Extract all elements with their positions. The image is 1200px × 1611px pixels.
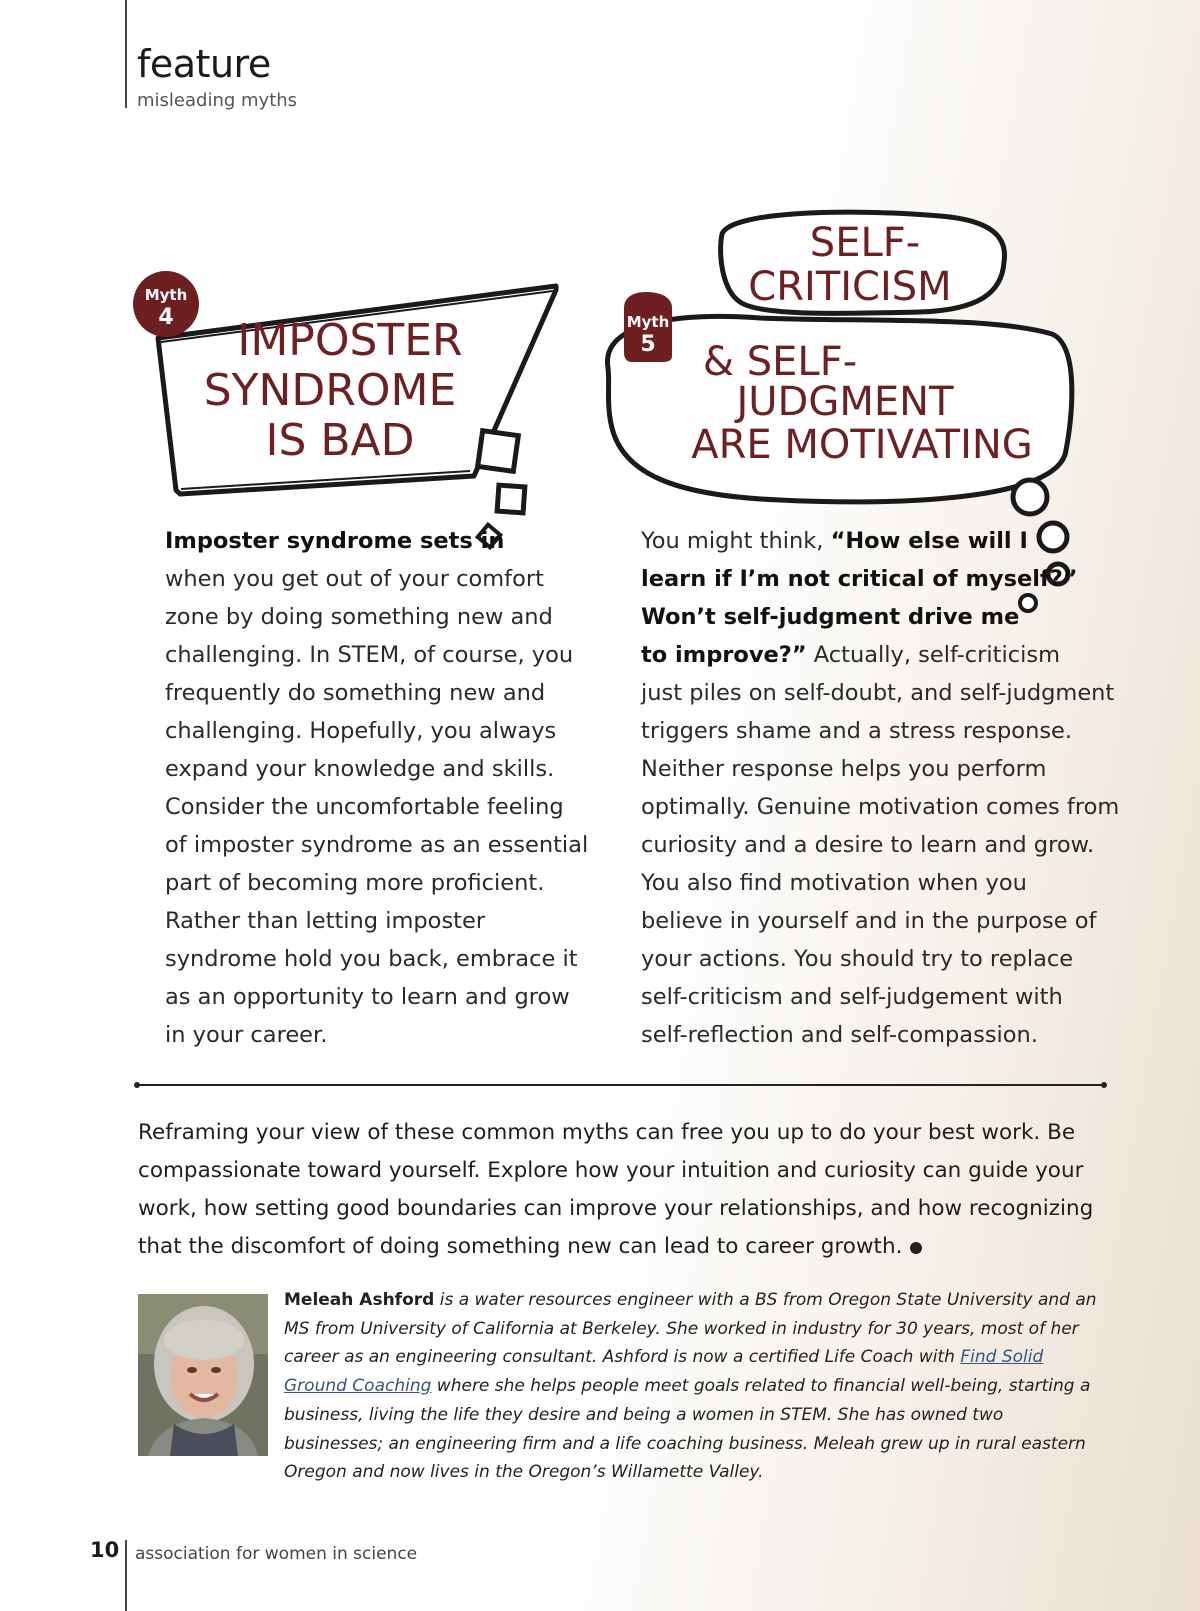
myth4-body — [165, 522, 589, 1054]
thought-bubble-icon — [1013, 480, 1047, 514]
myth4-title-line: IMPOSTER — [237, 315, 463, 366]
myth4-body-line: expand your knowledge and skills. — [165, 756, 555, 782]
myth4-badge-label: Myth — [144, 286, 188, 304]
author-name: Meleah Ashford — [284, 1290, 435, 1310]
myth5-quote: to improve?” — [641, 642, 807, 668]
thought-square-icon — [478, 431, 519, 472]
thought-square-icon — [497, 485, 525, 513]
myth4-body-line: in your career. — [165, 1022, 328, 1048]
myth5-title-line: & SELF- — [702, 339, 858, 385]
myth5-body-intro: You might think, — [641, 528, 831, 554]
myth4-body-line: when you get out of your comfort — [165, 566, 544, 592]
section-title: feature — [137, 42, 271, 86]
myth4-body-line: challenging. In STEM, of course, you — [165, 642, 574, 668]
myth4-body-line: part of becoming more proficient. — [165, 870, 545, 896]
myth5-badge-label: Myth — [626, 313, 670, 331]
bio-text: where she helps people meet goals related to financial well-being, starting a business, living the life they desire and being a women in STEM. She has owned two businesses; an engineering firm and a life coaching business. Meleah grew up in rural eastern Oregon and now lives in the Oregon’s Willamette Valley. — [284, 1376, 1091, 1483]
myth5-badge-number: 5 — [640, 332, 656, 357]
myth4-body-line: Consider the uncomfortable feeling — [165, 794, 564, 820]
myth5-title-line: ARE MOTIVATING — [691, 422, 1033, 468]
myth5-quote: learn if I’m not critical of myself?” — [641, 566, 1078, 592]
myth4-title-line: SYNDROME — [203, 365, 457, 416]
myth4-body-line: as an opportunity to learn and grow — [165, 984, 570, 1010]
myth5-title-line: JUDGMENT — [736, 379, 954, 425]
myth5-title-line: SELF- — [809, 220, 921, 266]
publication-name: association for women in science — [135, 1544, 418, 1564]
myth5-body-line: self-criticism and self-judgement with — [641, 984, 1063, 1010]
section-divider — [137, 1084, 1104, 1086]
myth5-body-line: curiosity and a desire to learn and grow. — [641, 832, 1095, 858]
myth4-body-line: zone by doing something new and — [165, 604, 553, 630]
conclusion-paragraph — [138, 1114, 1118, 1266]
myth5-body — [641, 522, 1120, 1054]
myth5-quote: Won’t self-judgment drive me — [641, 604, 1020, 630]
bio-text: is a water resources engineer with a BS from Oregon State University and an MS from University of California at Berkeley. She worked in industry for 30 years, most of her career as an engineering consultant. Ashford is now a certified Life Coach with — [284, 1290, 1097, 1368]
myth4-body-line: challenging. Hopefully, you always — [165, 718, 557, 744]
myth5-body-line: optimally. Genuine motivation comes from — [641, 794, 1120, 820]
myth4-title-line: IS BAD — [265, 415, 415, 466]
myth5-body-line: Neither response helps you perform — [641, 756, 1047, 782]
myth4-body-line: Rather than letting imposter — [165, 908, 486, 934]
myth5-body-line: triggers shame and a stress response. — [641, 718, 1073, 744]
myth5-body-line: your actions. You should try to replace — [641, 946, 1074, 972]
author-photo — [138, 1294, 268, 1456]
myth4-body-line: syndrome hold you back, embrace it — [165, 946, 578, 972]
myth4-body-line: of imposter syndrome as an essential — [165, 832, 589, 858]
myth5-body-line: Actually, self-criticism — [806, 642, 1060, 668]
myth5-body-line: just piles on self-doubt, and self-judgment — [641, 680, 1115, 706]
page-number: 10 — [90, 1538, 120, 1562]
footer-rule — [125, 1540, 127, 1611]
myth5-body-line: self-reflection and self-compassion. — [641, 1022, 1038, 1048]
section-subtitle: misleading myths — [137, 90, 298, 111]
author-bio — [284, 1286, 1104, 1487]
myth4-body-line: frequently do something new and — [165, 680, 546, 706]
coaching-link[interactable]: Find Solid Ground Coaching — [284, 1347, 1044, 1397]
myth5-body-line: believe in yourself and in the purpose of — [641, 908, 1097, 934]
myth4-callout — [133, 271, 556, 547]
myth5-title-line: CRITICISM — [748, 264, 952, 310]
myth4-badge-number: 4 — [158, 305, 174, 330]
myth5-quote: “How else will I — [830, 528, 1028, 554]
myth4-lead: Imposter syndrome sets in — [165, 528, 505, 554]
conclusion-text: Reframing your view of these common myths can free you up to do your best work. Be compassionate toward yourself. Explore how your intuition and curiosity can guide your work, how setting good boundaries can improve your relationships, and how recognizing that the discomfort of doing something new can lead to career growth. — [138, 1120, 1094, 1259]
end-mark-icon — [910, 1242, 922, 1254]
myth5-body-line: You also find motivation when you — [641, 870, 1027, 896]
